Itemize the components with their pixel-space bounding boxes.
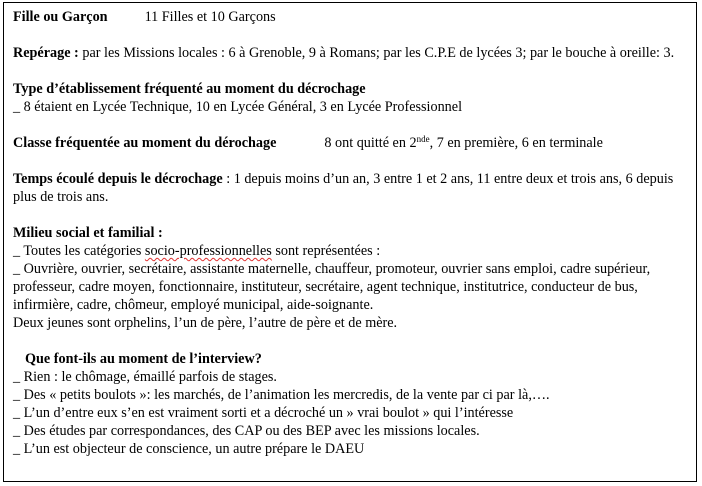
- milieu-line-3: Deux jeunes sont orphelins, l’un de père, l’autre de père et de mère.: [13, 315, 398, 331]
- milieu-heading: Milieu social et familial :: [13, 225, 163, 241]
- reperage-paragraph: [13, 44, 687, 62]
- classe-value-sup: nde: [416, 134, 430, 144]
- temps-paragraph: [13, 170, 687, 206]
- interview-item: _ L’un est objecteur de conscience, un autre prépare le DAEU: [13, 441, 365, 457]
- classe-label: Classe fréquentée au moment du dérochage: [13, 135, 277, 151]
- classe-value-after: , 7 en première, 6 en terminale: [429, 135, 603, 151]
- etablissement-line: _ 8 étaient en Lycée Technique, 10 en Lycée Général, 3 en Lycée Professionnel: [13, 99, 463, 115]
- reperage-value: par les Missions locales : 6 à Grenoble, 9 à Romans; par les C.P.E de lycées 3; par le bouche à oreille: 3.: [78, 45, 675, 61]
- classe-paragraph: [13, 134, 687, 152]
- gender-label: Fille ou Garçon: [13, 9, 108, 25]
- milieu-line-2: _ Ouvrière, ouvrier, secrétaire, assistante maternelle, chauffeur, promoteur, ouvrier sans emploi, cadre supérieur, professeur, cadre moyen, fonctionnaire, instituteur, secrétaire, agent technique, institutrice, conducteur de bus, infirmière, cadre, chômeur, employé municipal, aide-soignante.: [13, 261, 651, 313]
- spellcheck-flagged-word: socio-professionnelles: [144, 243, 272, 259]
- interview-item: _ Des études par correspondances, des CAP ou des BEP avec les missions locales.: [13, 423, 480, 439]
- interview-item: _ Des « petits boulots »: les marchés, de l’animation les mercredis, de la vente par ci par là,….: [13, 387, 550, 403]
- interview-item: _ Rien : le chômage, émaillé parfois de stages.: [13, 369, 277, 385]
- interview-item: _ L’un d’entre eux s’en est vraiment sorti et a décroché un » vrai boulot » qui l’intéresse: [13, 405, 514, 421]
- temps-label: Temps écoulé depuis le décrochage: [13, 171, 223, 187]
- interview-heading: Que font-ils au moment de l’interview?: [25, 351, 262, 367]
- gender-value: 11 Filles et 10 Garçons: [144, 9, 276, 25]
- document-box: [3, 2, 697, 482]
- milieu-line-1: _ Toutes les catégories socio-professionnelles sont représentées :: [13, 243, 381, 259]
- etablissement-heading: Type d’établissement fréquenté au moment du décrochage: [13, 81, 366, 97]
- classe-value-before: 8 ont quitté en 2: [324, 135, 417, 151]
- temps-value: : 1 depuis moins d’un an, 3 entre 1 et 2 ans, 11 entre deux et trois ans, 6 depuis plus de trois ans.: [13, 171, 674, 205]
- reperage-label: Repérage :: [13, 45, 79, 61]
- gender-paragraph: [13, 8, 687, 26]
